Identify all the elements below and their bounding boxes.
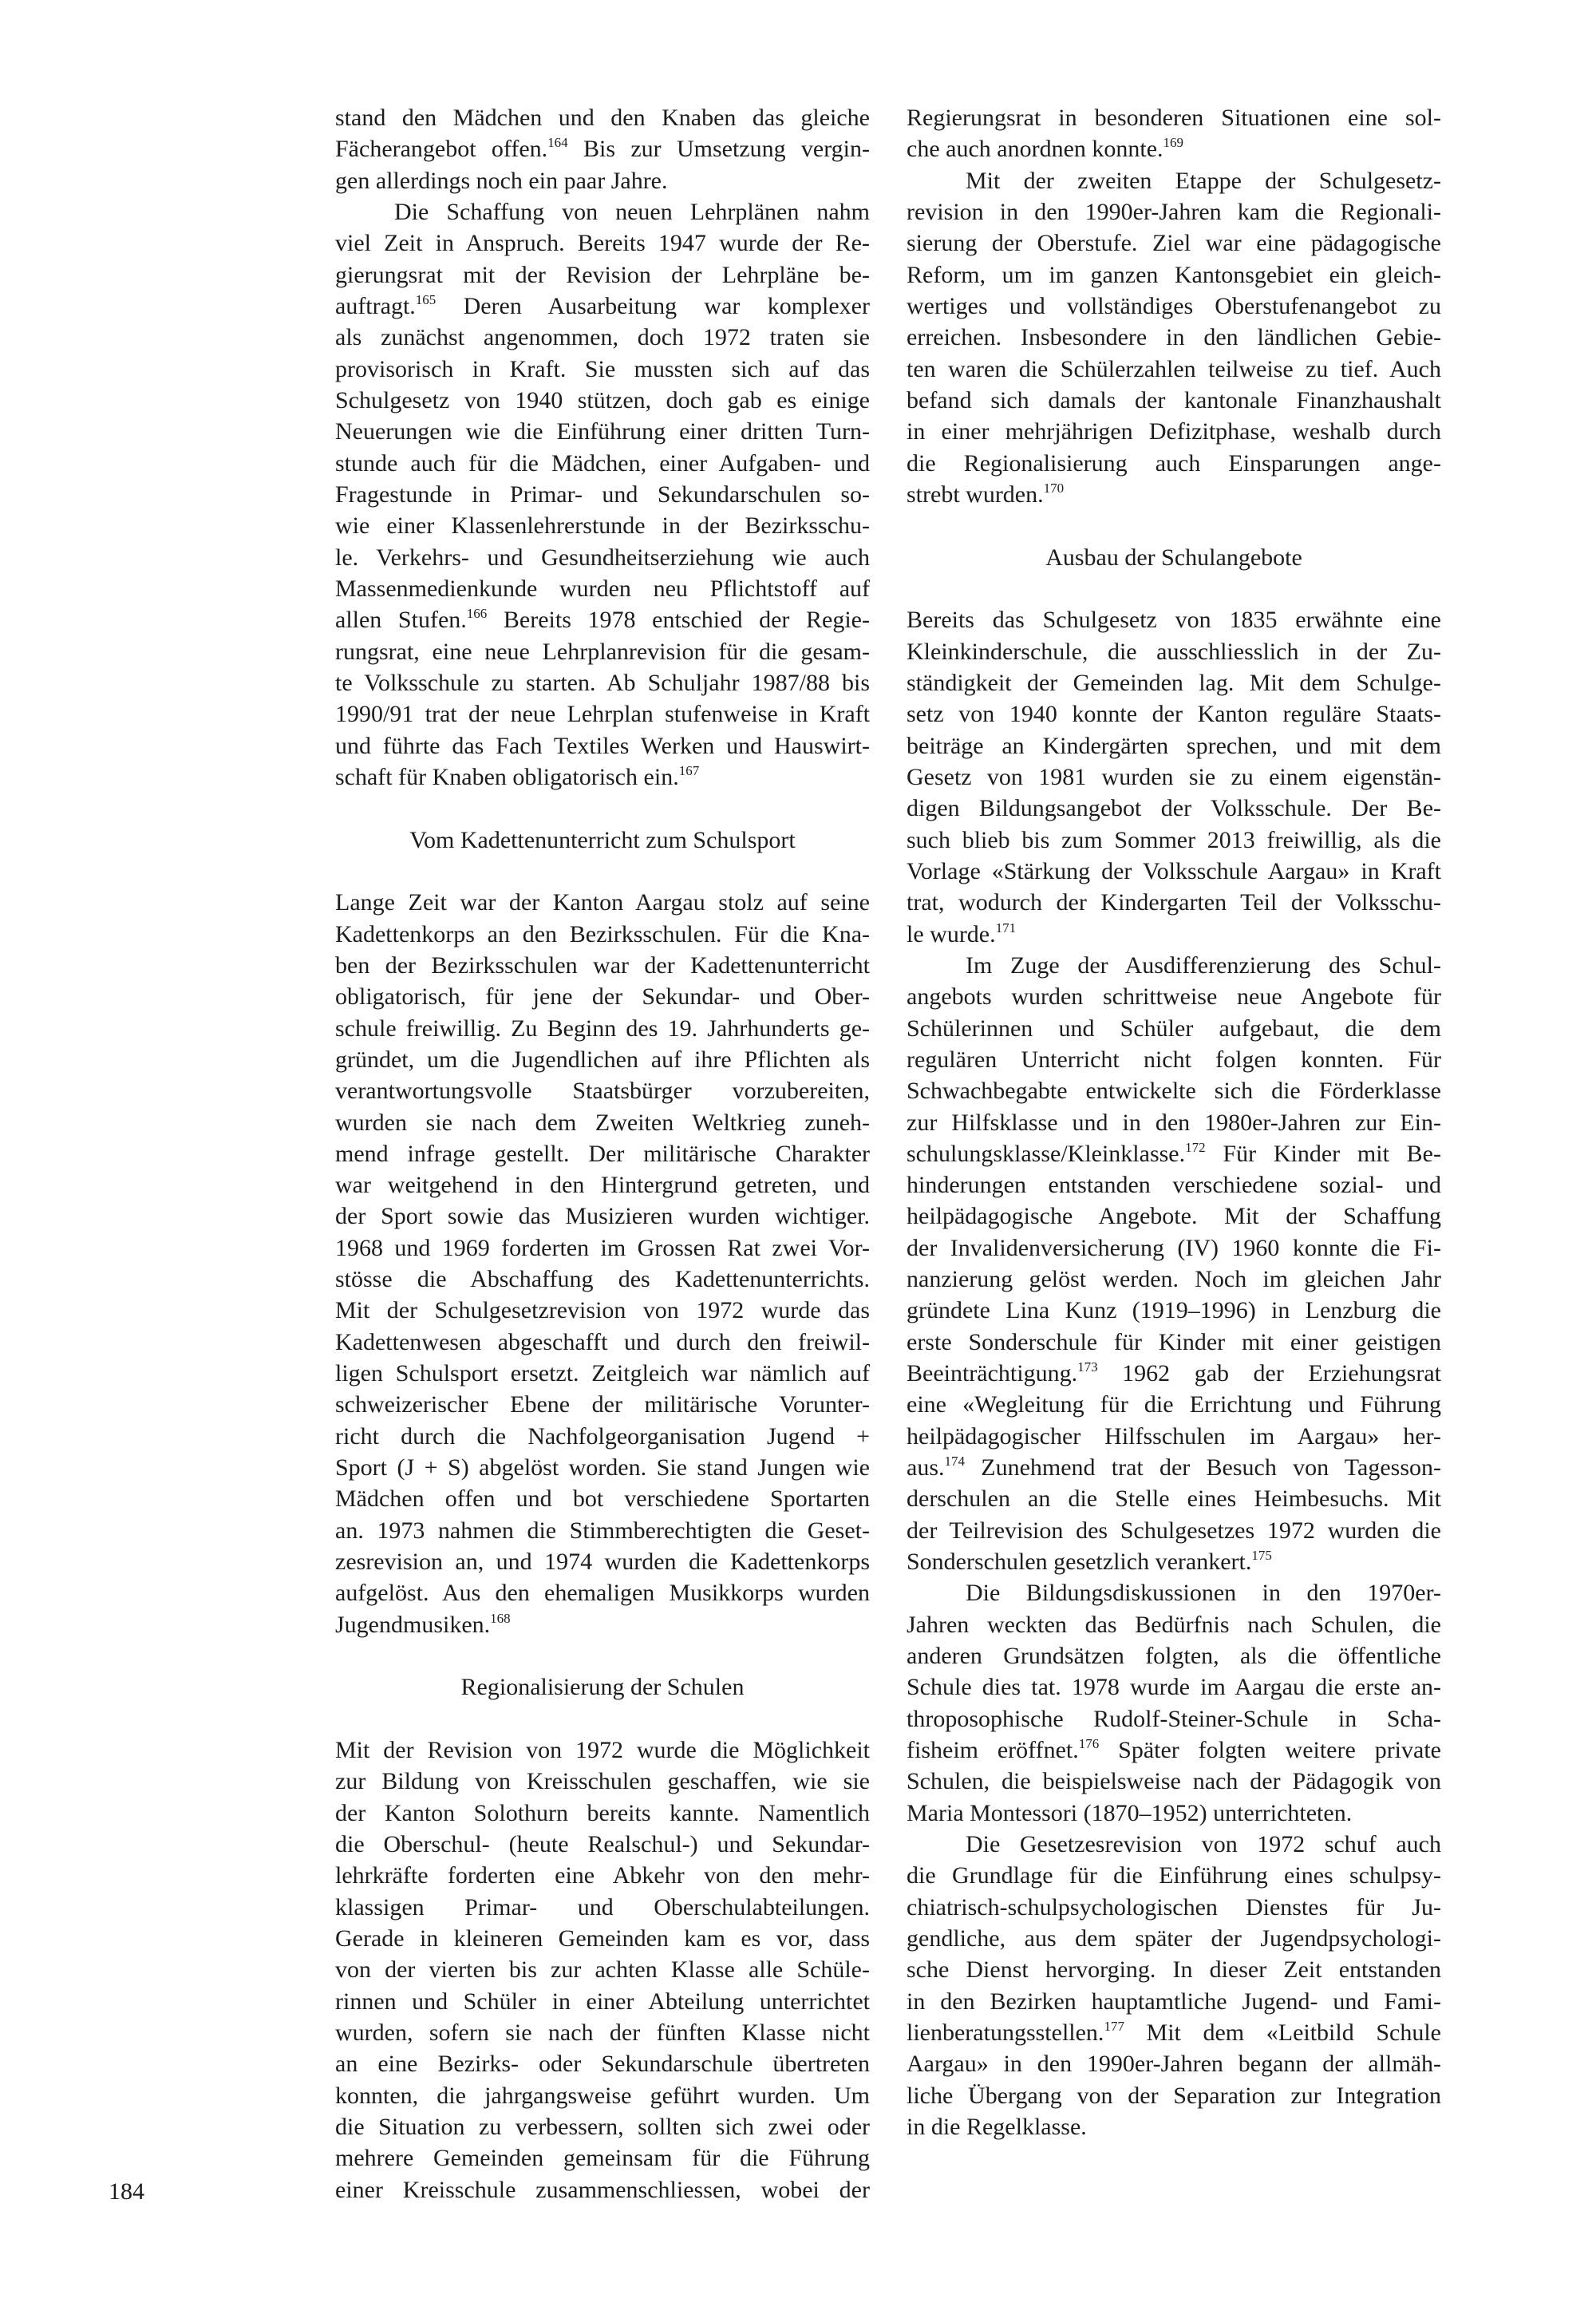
text-line: sierung der Oberstufe. Ziel war eine pädagogische [907,230,1441,257]
blank-line [335,1703,870,1735]
text-line: chiatrisch-schulpsychologischen Dienstes für Ju- [907,1893,1441,1920]
text-line: ben der Bezirksschulen war der Kadettenunterricht [335,951,870,979]
blank-line [907,573,1441,604]
footnote-reference: 169 [1163,135,1184,151]
text-line: verantwortungsvolle Staatsbürger vorzubereiten, [335,1078,870,1105]
text-line: Kleinkinderschule, die ausschliesslich in der Zu- [907,638,1441,665]
text-line: erste Sonderschule für Kinder mit einer geistigen [907,1328,1441,1355]
footnote-reference: 177 [1104,2019,1124,2035]
text-line: an. 1973 nahmen die Stimmberechtigten die Geset- [335,1517,870,1544]
text-line: fisheim eröffnet.$^{176}$ Später folgten weitere private [907,1736,1441,1764]
text-line: Schulgesetz von 1940 stützen, doch gab es einige [335,386,870,413]
text-line: Die Gesetzesrevision von 1972 schuf auch [966,1831,1441,1858]
text-line: viel Zeit in Anspruch. Bereits 1947 wurde der Re- [335,230,870,257]
text-line: strebt wurden.$^{170}$ [907,480,1065,508]
text-line: erreichen. Insbesondere in den ländlichen Gebie- [907,324,1441,351]
text-line: heilpädagogische Angebote. Mit der Schaffung [907,1203,1441,1230]
text-line: Fächerangebot offen.$^{164}$ Bis zur Umsetzung vergin- [335,135,871,163]
text-line: gierungsrat mit der Revision der Lehrpläne be- [335,261,870,288]
text-line: Schwachbegabte entwickelte sich die Förderklasse [907,1078,1441,1105]
footnote-reference: 172 [1185,1139,1206,1155]
section-heading: Regionalisierung der Schulen [460,1674,745,1701]
text-line: konnten, die jahrgangsweise geführt wurden. Um [335,2082,870,2109]
text-line: Schülerinnen und Schüler aufgebaut, die dem [907,1015,1441,1042]
footnote-reference: 168 [490,1610,511,1626]
text-line: schaft für Knaben obligatorisch ein.$^{167}$ [335,762,700,790]
text-line: che auch anordnen konnte.$^{169}$ [907,135,1184,163]
text-line: in die Regelklasse. [907,2114,1087,2140]
text-line: gründet, um die Jugendlichen auf ihre Pflichten als [335,1046,870,1073]
text-line: schulungsklasse/Kleinklasse.$^{172}$ Für Kinder mit Be- [907,1139,1441,1167]
text-line: Im Zuge der Ausdifferenzierung des Schul- [966,951,1441,979]
page-number: 184 [109,2178,144,2205]
text-line: war weitgehend in den Hintergrund getreten, und [335,1172,870,1199]
text-line: auftragt.$^{165}$ Deren Ausarbeitung war komplexer [335,291,870,319]
text-line: Gerade in kleineren Gemeinden kam es vor, dass [335,1925,870,1952]
text-line: gendliche, aus dem später der Jugendpsychologi- [907,1925,1441,1952]
text-line: le wurde.$^{171}$ [907,920,1017,947]
text-line: 1990/91 trat der neue Lehrplan stufenweise in Kraft [335,701,870,728]
text-line: wie einer Klassenlehrerstunde in der Bezirksschu- [335,512,870,540]
text-line: Fragestunde in Primar- und Sekundarschulen so- [335,481,870,508]
text-line: als zunächst angenommen, doch 1972 traten sie [335,324,870,351]
text-line: te Volksschule zu starten. Ab Schuljahr 1987/88 bis [335,669,870,696]
text-line: regulären Unterricht nicht folgen konnten. Für [907,1046,1441,1073]
text-line: such blieb bis zum Sommer 2013 freiwillig, als die [907,826,1441,853]
text-line: der Kanton Solothurn bereits kannte. Namentlich [335,1799,870,1826]
text-line: 1968 und 1969 forderten im Grossen Rat zwei Vor- [335,1234,870,1261]
text-line: Die Bildungsdiskussionen in den 1970er- [966,1580,1441,1607]
text-line: Jahren weckten das Bedürfnis nach Schulen, die [907,1611,1441,1638]
text-line: mehrere Gemeinden gemeinsam für die Führung [335,2145,870,2172]
section-heading: Vom Kadettenunterricht zum Schulsport [409,826,796,853]
text-line: von der vierten bis zur achten Klasse alle Schüle- [335,1956,870,1984]
text-line: gen allerdings noch ein paar Jahre. [335,167,668,194]
text-line: klassigen Primar- und Oberschulabteilungen. [335,1893,870,1920]
text-line: lehrkräfte forderten eine Abkehr von den mehr- [335,1862,870,1889]
text-line: Sonderschulen gesetzlich verankert.$^{175}$ [907,1548,1272,1576]
text-line: stösse die Abschaffung des Kadettenunterrichts. [335,1266,870,1293]
text-line: und führte das Fach Textiles Werken und Hauswirt- [335,732,870,759]
text-line: angebots wurden schrittweise neue Angebote für [907,983,1441,1011]
footnote-reference: 167 [678,762,700,778]
text-line: wertiges und vollständiges Oberstufenangebot zu [907,292,1441,319]
footnote-reference: 166 [466,606,488,622]
text-line: provisorisch in Kraft. Sie mussten sich auf das [335,355,870,382]
text-line: Neuerungen wie die Einführung einer dritten Turn- [335,418,870,445]
text-line: Kadettenkorps an den Bezirksschulen. Für die Kna- [335,920,870,947]
text-line: Gesetz von 1981 wurden sie zu einem eigenstän- [907,763,1441,790]
text-line: zur Hilfsklasse und in den 1980er-Jahren zur Ein- [907,1109,1441,1136]
text-line: sche Dienst hervorging. In dieser Zeit entstanden [907,1956,1441,1984]
text-line: Reform, um im ganzen Kantonsgebiet ein gleich- [907,261,1441,288]
text-line: Mit der Revision von 1972 wurde die Möglichkeit [335,1737,870,1764]
text-line: die Regionalisierung auch Einsparungen ange- [907,449,1441,477]
footnote-reference: 175 [1251,1548,1272,1564]
text-line: ten waren die Schülerzahlen teilweise zu tief. Auch [907,355,1441,382]
text-line: setz von 1940 konnte der Kanton reguläre Staats- [907,701,1441,728]
text-column-left [335,102,870,2205]
text-line: Mit der Schulgesetzrevision von 1972 wurde das [335,1297,870,1324]
text-line: die Oberschul- (heute Realschul-) und Sekundar- [335,1831,870,1858]
footnote-reference: 173 [1077,1359,1098,1375]
text-line: Die Schaffung von neuen Lehrplänen nahm [394,198,870,225]
text-line: Massenmedienkunde wurden neu Pflichtstoff auf [335,575,870,602]
text-line: Beeinträchtigung.$^{173}$ 1962 gab der Erziehungsrat [907,1359,1441,1387]
text-line: allen Stufen.$^{166}$ Bereits 1978 entschied der Regie- [335,606,870,634]
text-line: zur Bildung von Kreisschulen geschaffen, wie sie [335,1768,870,1795]
text-line: Regierungsrat in besonderen Situationen eine sol- [907,105,1441,131]
text-line: aus.$^{174}$ Zunehmend trat der Besuch von Tagesson- [907,1454,1441,1481]
text-line: einer Kreisschule zusammenschliessen, wobei der [335,2176,870,2203]
blank-line [335,1640,870,1671]
footnote-reference: 171 [995,920,1017,936]
text-line: Mädchen offen und bot verschiedene Sportarten [335,1485,870,1513]
text-line: wurden sie nach dem Zweiten Weltkrieg zuneh- [335,1109,870,1136]
text-line: nanzierung gelöst werden. Noch im gleichen Jahr [907,1266,1441,1293]
text-line: an eine Bezirks- oder Sekundarschule übertreten [335,2051,870,2078]
text-line: stand den Mädchen und den Knaben das gleiche [335,105,870,131]
text-line: heilpädagogischer Hilfsschulen im Aargau» her- [907,1422,1441,1450]
text-line: die Grundlage für die Einführung eines schulpsy- [907,1862,1441,1889]
footnote-reference: 170 [1043,480,1065,496]
text-line: richt durch die Nachfolgeorganisation Jugend + [335,1422,870,1450]
text-line: gründete Lina Kunz (1919–1996) in Lenzburg die [907,1297,1441,1324]
blank-line [335,793,870,824]
text-line: zesrevision an, und 1974 wurden die Kadettenkorps [335,1549,870,1576]
text-line: obligatorisch, für jene der Sekundar- und Ober- [335,983,870,1011]
blank-line [335,856,870,887]
text-line: stunde auch für die Mädchen, einer Aufgaben- und [335,449,870,477]
text-line: liche Übergang von der Separation zur Integration [907,2082,1441,2109]
text-line: derschulen an die Stelle eines Heimbesuchs. Mit [907,1485,1441,1513]
text-line: schweizerischer Ebene der militärische Vorunter- [335,1391,870,1418]
text-line: befand sich damals der kantonale Finanzhaushalt [907,386,1441,413]
text-line: Aargau» in den 1990er-Jahren begann der allmäh- [907,2051,1441,2078]
blank-line [907,510,1441,541]
text-line: anderen Grundsätzen folgten, als die öffentliche [907,1643,1441,1670]
text-line: Bereits das Schulgesetz von 1835 erwähnte eine [907,607,1441,634]
text-line: Schule dies tat. 1978 wurde im Aargau die erste an- [907,1674,1441,1701]
text-line: in einer mehrjährigen Defizitphase, weshalb durch [907,418,1441,445]
text-line: le. Verkehrs- und Gesundheitserziehung wie auch [335,544,870,571]
text-line: beiträge an Kindergärten sprechen, und mit dem [907,732,1441,759]
text-line: ligen Schulsport ersetzt. Zeitgleich war nämlich auf [335,1360,870,1387]
text-line: eine «Wegleitung für die Errichtung und Führung [907,1391,1441,1418]
text-line: Kadettenwesen abgeschafft und durch den freiwil- [335,1328,870,1355]
text-line: Sport (J + S) abgelöst worden. Sie stand Jungen wie [335,1454,870,1481]
section-heading: Ausbau der Schulangebote [1045,544,1302,571]
footnote-reference: 164 [547,135,568,151]
text-column-right [907,102,1441,2142]
text-line: throposophische Rudolf-Steiner-Schule in Scha- [907,1705,1441,1732]
text-line: ständigkeit der Gemeinden lag. Mit dem Schulge- [907,669,1441,696]
text-line: Schulen, die beispielsweise nach der Pädagogik von [907,1768,1441,1795]
text-line: in den Bezirken hauptamtliche Jugend- und Fami- [907,1988,1441,2015]
text-line: mend infrage gestellt. Der militärische Charakter [335,1140,870,1167]
footnote-reference: 165 [415,291,437,307]
text-line: lienberatungsstellen.$^{177}$ Mit dem «Leitbild Schule [907,2019,1441,2047]
text-line: der Teilrevision des Schulgesetzes 1972 wurden die [907,1517,1441,1544]
text-line: Vorlage «Stärkung der Volksschule Aargau» in Kraft [907,857,1441,884]
text-line: hinderungen entstanden verschiedene sozial- und [907,1172,1441,1199]
footnote-reference: 174 [944,1454,965,1470]
text-line: rungsrat, eine neue Lehrplanrevision für die gesam- [335,638,870,665]
text-line: Mit der zweiten Etappe der Schulgesetz- [966,167,1441,194]
text-line: wurden, sofern sie nach der fünften Klasse nicht [335,2019,870,2047]
text-line: der Invalidenversicherung (IV) 1960 konnte die Fi- [907,1234,1441,1261]
text-line: Lange Zeit war der Kanton Aargau stolz auf seine [335,889,870,916]
text-line: der Sport sowie das Musizieren wurden wichtiger. [335,1203,870,1230]
text-line: Jugendmusiken.$^{168}$ [335,1610,511,1638]
text-line: Maria Montessori (1870–1952) unterrichteten. [907,1799,1353,1826]
text-line: rinnen und Schüler in einer Abteilung unterrichtet [335,1988,870,2015]
text-line: revision in den 1990er-Jahren kam die Regionali- [907,198,1441,225]
text-line: die Situation zu verbessern, sollten sich zwei oder [335,2114,870,2140]
text-line: schule freiwillig. Zu Beginn des 19. Jahrhunderts ge- [335,1015,870,1042]
text-line: digen Bildungsangebot der Volksschule. Der Be- [907,795,1441,822]
footnote-reference: 176 [1078,1736,1100,1752]
text-line: aufgelöst. Aus den ehemaligen Musikkorps wurden [335,1580,870,1607]
text-line: trat, wodurch der Kindergarten Teil der Volksschu- [907,889,1441,916]
